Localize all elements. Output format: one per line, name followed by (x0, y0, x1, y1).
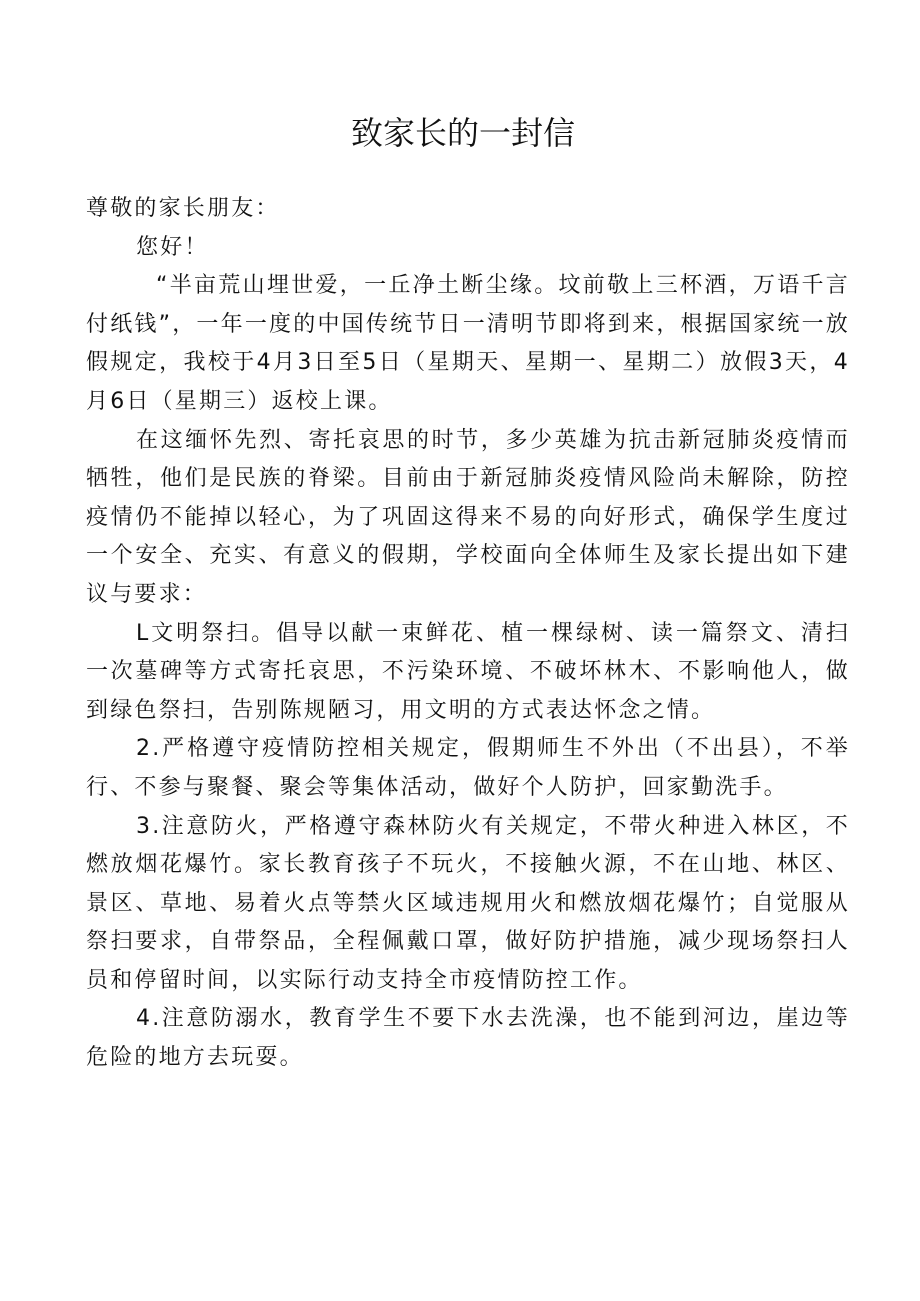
greeting: 您好！ (136, 234, 209, 260)
page-title: 致家长的一封信 (350, 114, 575, 152)
list-item-1: L文明祭扫。倡导以献一束鲜花、植一棵绿树、读一篇祭文、清扫一次墓碑等方式寄托哀思，不污染环境、不破坏林木、不影响他人，做到绿色祭扫，告别陈规陋习，用文明的方式表达怀念之情。 (86, 620, 850, 723)
list-item-3: 3.注意防火，严格遵守森林防火有关规定，不带火种进入林区，不燃放烟花爆竹。家长教育孩子不玩火，不接触火源，不在山地、林区、景区、草地、易着火点等禁火区域违规用火和燃放烟花爆竹；自觉服从祭扫要求，自带祭品，全程佩戴口罩，做好防护措施，减少现场祭扫人员和停留时间，以实际行动支持全市疫情防控工作。 (86, 813, 850, 993)
paragraph-context: 在这缅怀先烈、寄托哀思的时节，多少英雄为抗击新冠肺炎疫情而牺牲，他们是民族的脊梁。目前由于新冠肺炎疫情风险尚未解除，防控疫情仍不能掉以轻心，为了巩固这得来不易的向好形式，确保学生度过一个安全、充实、有意义的假期，学校面向全体师生及家长提出如下建议与要求： (86, 427, 850, 607)
list-item-2: 2.严格遵守疫情防控相关规定，假期师生不外出（不出县），不举行、不参与聚餐、聚会等集体活动，做好个人防护，回家勤洗手。 (86, 736, 850, 800)
paragraph-intro: “半亩荒山埋世爱，一丘净土断尘缘。坟前敬上三杯酒，万语千言付纸钱”，一年一度的中国传统节日一清明节即将到来，根据国家统一放假规定，我校于4月3日至5日（星期天、星期一、星期二）放假3天，4月6日（星期三）返校上课。 (86, 273, 850, 414)
salutation: 尊敬的家长朋友： (86, 196, 280, 221)
list-item-4: 4.注意防溺水，教育学生不要下水去洗澡，也不能到河边，崖边等危险的地方去玩耍。 (86, 1006, 850, 1071)
letter-body (86, 190, 850, 1078)
